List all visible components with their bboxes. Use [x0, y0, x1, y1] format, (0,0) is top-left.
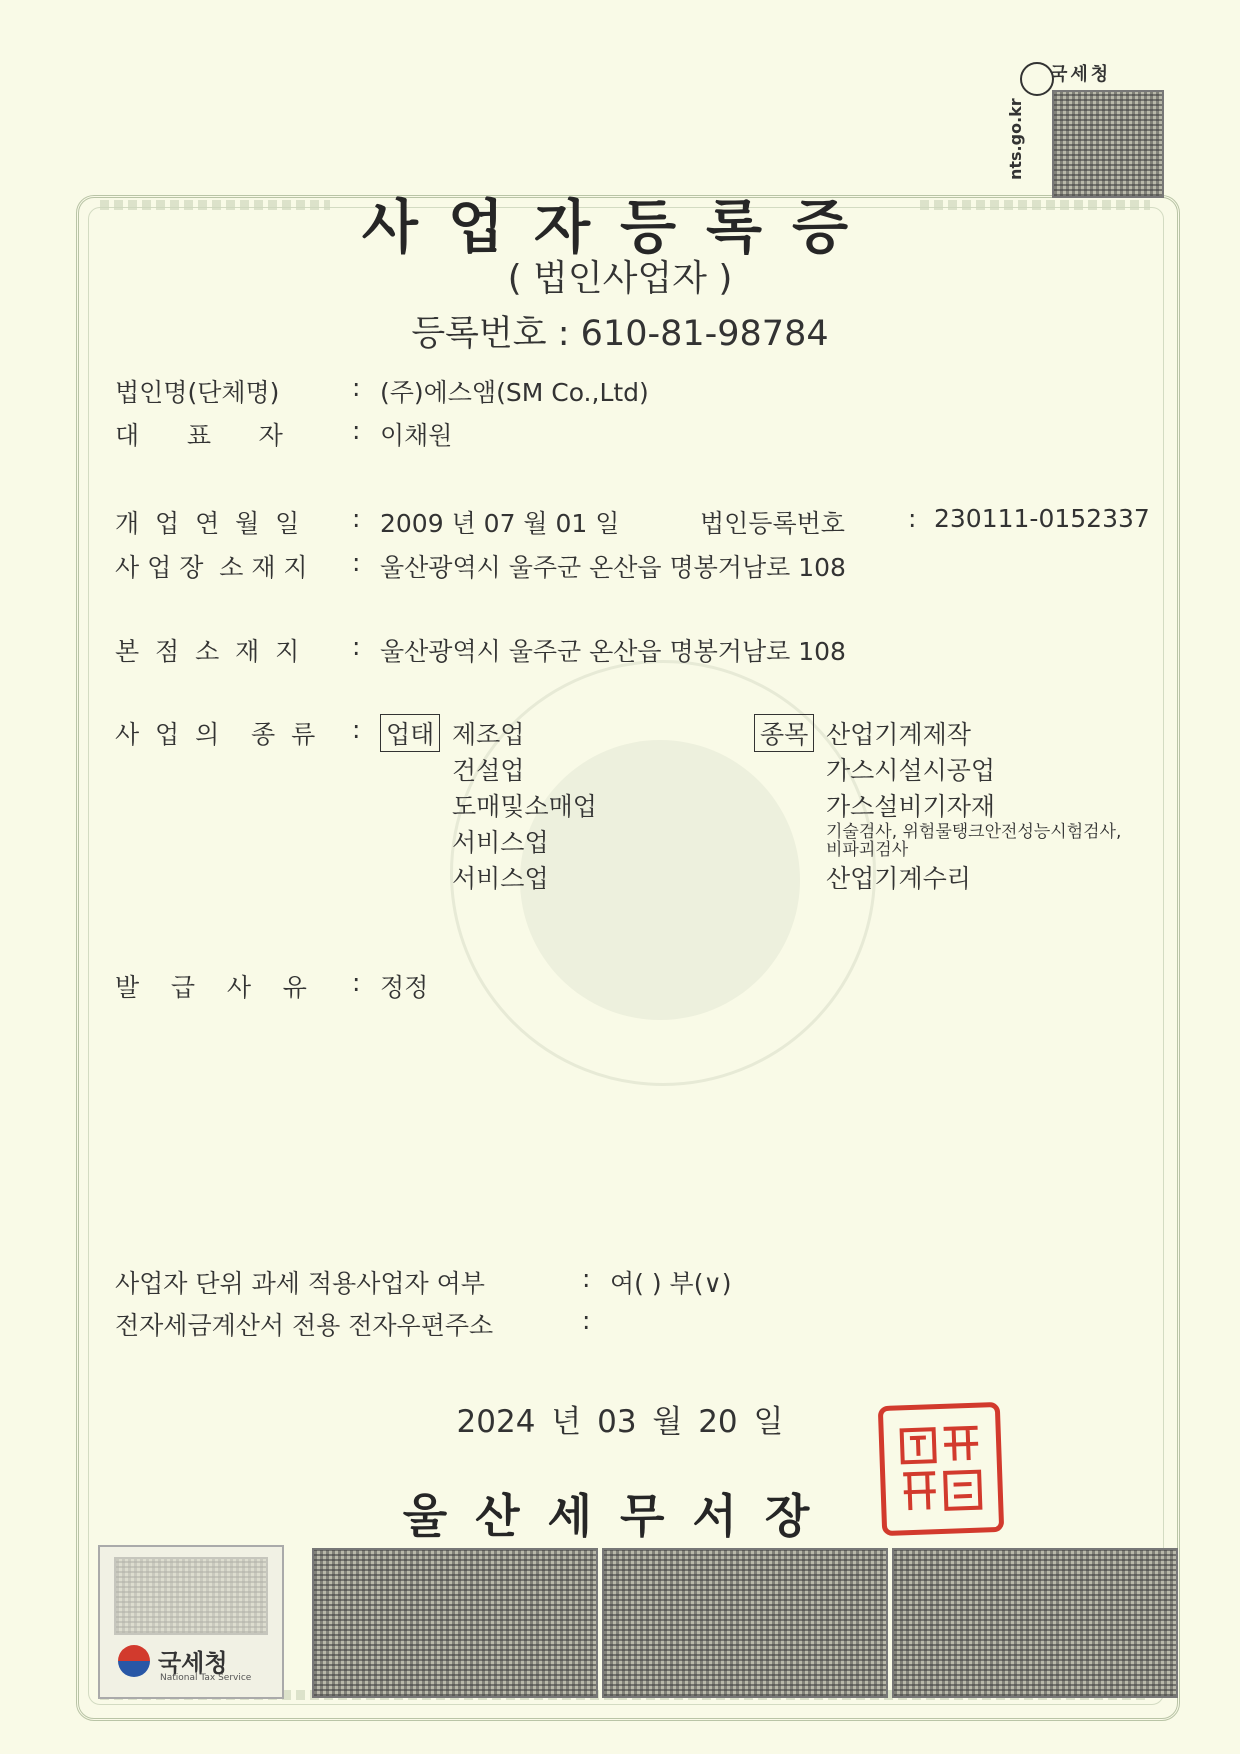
tax-office-name: 울산세무서장 — [402, 1489, 838, 1543]
issue-reason-label: 발 급 사 유 — [115, 973, 307, 1002]
jongmok-item: 기술검사, 위험물탱크안전성능시험검사, — [826, 822, 1122, 842]
colon: : — [582, 1306, 591, 1335]
nts-mascot-icon — [1020, 62, 1054, 96]
hq-address-value: 울산광역시 울주군 온산읍 명봉거남로 108 — [380, 637, 846, 666]
uptae-item: 제조업 — [452, 720, 525, 749]
colon: : — [352, 715, 361, 744]
nts-logo-name: 국세청 — [158, 1649, 228, 1677]
hq-address-label: 본 점 소 재 지 — [115, 637, 300, 666]
e-invoice-email-label: 전자세금계산서 전용 전자우편주소 — [115, 1311, 494, 1340]
seal-glyph-icon — [895, 1419, 986, 1518]
jongmok-item: 산업기계제작 — [826, 720, 971, 749]
representative-label: 대 표 자 — [115, 421, 283, 450]
document-subtitle: ( 법인사업자 ) — [507, 258, 733, 299]
uptae-item: 서비스업 — [452, 828, 549, 857]
colon: : — [352, 968, 361, 997]
jongmok-item: 산업기계수리 — [826, 864, 971, 893]
nts-top-label: 국세청 — [1050, 64, 1112, 85]
unit-tax-value: 여( ) 부(∨) — [610, 1269, 732, 1298]
issue-date: 2024 년 03 월 20 일 — [456, 1404, 784, 1440]
uptae-item: 서비스업 — [452, 864, 549, 893]
colon: : — [352, 548, 361, 577]
colon: : — [582, 1264, 591, 1293]
corp-reg-number-value: 230111-0152337 — [934, 504, 1150, 533]
faded-code-icon — [114, 1557, 268, 1635]
corp-name-label: 법인명(단체명) — [115, 378, 280, 407]
business-type-label: 사 업 의 종 류 — [115, 720, 316, 749]
jongmok-item: 가스설비기자재 — [826, 792, 996, 821]
registration-number — [0, 306, 1240, 356]
colon: : — [352, 416, 361, 445]
reg-number-label: 등록번호 : — [411, 314, 570, 354]
business-address-label: 사 업 장 소 재 지 — [115, 553, 308, 582]
uptae-label: 업태 — [380, 714, 440, 752]
colon: : — [908, 504, 917, 533]
taegeuk-watermark-icon — [520, 740, 800, 1020]
official-seal — [878, 1402, 1004, 1536]
nts-url: nts.go.kr — [1006, 98, 1025, 180]
document-title: 사업자등록증 — [361, 193, 879, 261]
nts-logo-english: National Tax Service — [160, 1673, 252, 1683]
business-address-value: 울산광역시 울주군 온산읍 명봉거남로 108 — [380, 553, 846, 582]
jongmok-item: 가스시설시공업 — [826, 756, 996, 785]
jongmok-label: 종목 — [754, 714, 814, 752]
open-date-label: 개 업 연 월 일 — [115, 509, 300, 538]
uptae-item: 건설업 — [452, 756, 525, 785]
barcode-block-icon — [602, 1548, 888, 1698]
reg-number-value: 610-81-98784 — [580, 314, 829, 354]
corp-reg-number-label: 법인등록번호 — [700, 509, 845, 538]
open-date-value: 2009 년 07 월 01 일 — [380, 509, 620, 538]
jongmok-item: 비파괴검사 — [826, 840, 909, 860]
corp-name-value: (주)에스앰(SM Co.,Ltd) — [380, 378, 649, 407]
taegeuk-icon — [118, 1645, 150, 1677]
colon: : — [352, 504, 361, 533]
nts-logo-panel — [98, 1545, 284, 1699]
barcode-block-icon — [312, 1548, 598, 1698]
uptae-item: 도매및소매업 — [452, 792, 597, 821]
colon: : — [352, 373, 361, 402]
representative-value: 이채원 — [380, 421, 453, 450]
colon: : — [352, 632, 361, 661]
barcode-block-icon — [892, 1548, 1178, 1698]
unit-tax-label: 사업자 단위 과세 적용사업자 여부 — [115, 1269, 485, 1298]
issue-reason-value: 정정 — [380, 973, 429, 1002]
